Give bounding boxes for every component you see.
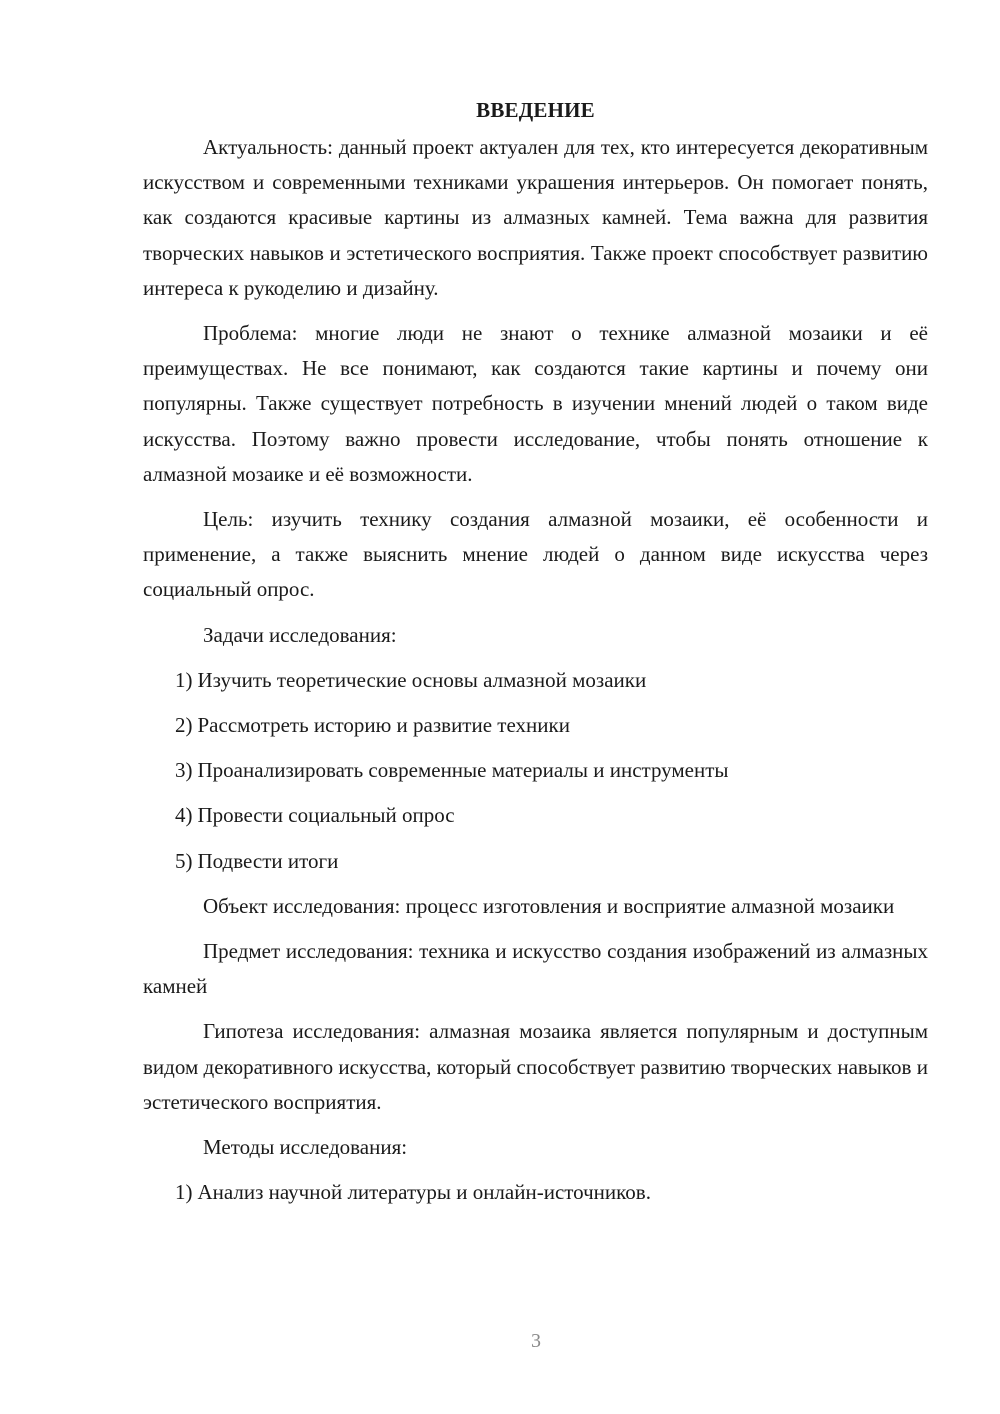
- paragraph-relevance: Актуальность: данный проект актуален для тех, кто интересуется декоративным искусством и современными техниками украшения интерьеров. Он помогает понять, как создаются красивые картины из алмазных камней. Тема важна для развития творческих навыков и эстетического восприятия. Также проект способствует развитию интереса к рукоделию и дизайну.: [143, 135, 928, 300]
- task-item: [143, 844, 928, 879]
- task-item: [143, 663, 928, 698]
- method-item: [143, 1175, 928, 1210]
- paragraph-goal: Цель: изучить технику создания алмазной мозаики, её особенности и применение, а также выяснить мнение людей о данном виде искусства через социальный опрос.: [143, 507, 928, 602]
- task-number: 2): [175, 713, 193, 738]
- methods-list: [143, 1175, 928, 1210]
- section-title: ВВЕДЕНИЕ: [476, 98, 595, 122]
- task-text: Проанализировать современные материалы и инструменты: [197, 758, 729, 783]
- method-number: 1): [175, 1180, 193, 1205]
- paragraph-subject: Предмет исследования: техника и искусство создания изображений из алмазных камней: [143, 939, 928, 999]
- methods-heading: Методы исследования:: [203, 1135, 408, 1160]
- task-number: 1): [175, 667, 193, 692]
- task-text: Подвести итоги: [197, 848, 339, 873]
- paragraph-problem: Проблема: многие люди не знают о технике алмазной мозаики и её преимуществах. Не все понимают, как создаются такие картины и почему они популярны. Также существует потребность в изучении мнений людей о таком виде искусства. Поэтому важно провести исследование, чтобы понять отношение к алмазной мозаике и её возможности.: [143, 321, 928, 486]
- paragraph-object: Объект исследования: процесс изготовления и восприятие алмазной мозаики: [203, 893, 895, 918]
- method-text: Анализ научной литературы и онлайн-источников.: [197, 1180, 651, 1205]
- task-number: 5): [175, 848, 193, 873]
- task-number: 4): [175, 803, 193, 828]
- task-text: Изучить теоретические основы алмазной мозаики: [197, 667, 647, 692]
- tasks-heading: Задачи исследования:: [203, 622, 397, 647]
- tasks-list: [143, 663, 928, 879]
- paragraph-hypothesis: Гипотеза исследования: алмазная мозаика является популярным и доступным видом декоративного искусства, который способствует развитию творческих навыков и эстетического восприятия.: [143, 1019, 928, 1114]
- page-number: 3: [531, 1330, 541, 1352]
- task-item: [143, 708, 928, 743]
- task-number: 3): [175, 758, 193, 783]
- task-item: [143, 798, 928, 833]
- task-text: Провести социальный опрос: [197, 803, 455, 828]
- task-text: Рассмотреть историю и развитие техники: [197, 713, 570, 738]
- task-item: [143, 753, 928, 788]
- document-page: [143, 94, 928, 1220]
